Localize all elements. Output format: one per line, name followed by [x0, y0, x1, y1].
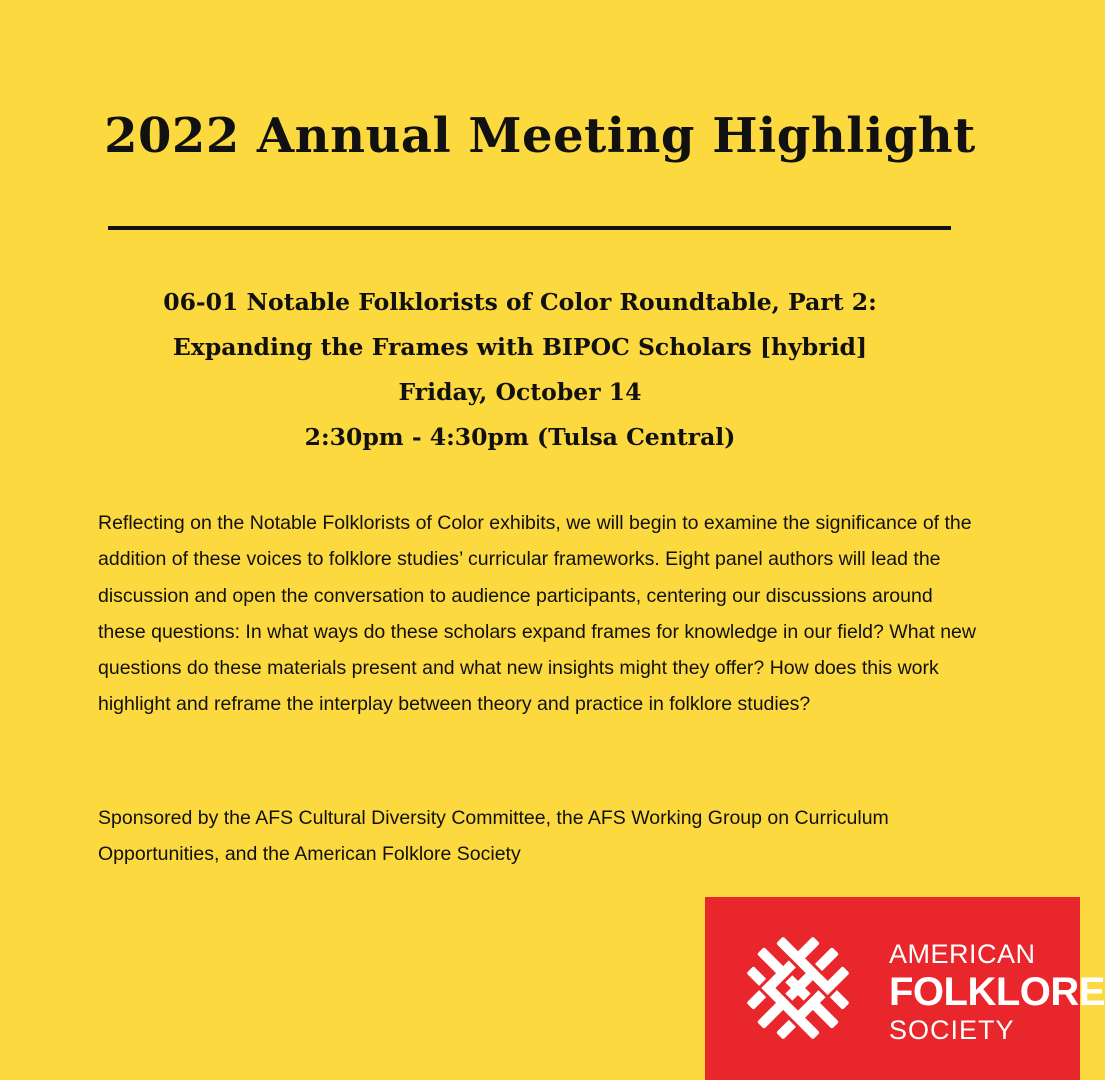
logo-wordmark: [889, 937, 1105, 1047]
woven-lattice-icon: [737, 927, 859, 1049]
logo-line-american: AMERICAN: [889, 939, 1036, 969]
session-time-location: 2:30pm - 4:30pm (Tulsa Central): [304, 423, 736, 451]
session-description: Reflecting on the Notable Folklorists of Color exhibits, we will begin to examine the significance of the addition of these voices to folklore studies’ curricular frameworks. Eight panel authors will lead the discussion and open the conversation to audience participants, centering our discussions around these questions: In what ways do these scholars expand frames for knowledge in our field? What new questions do these materials present and what new insights might they offer? How does this work highlight and reframe the interplay between theory and practice in folklore studies?: [98, 512, 976, 716]
session-title-line-1: 06-01 Notable Folklorists of Color Roundtable, Part 2:: [163, 288, 877, 316]
sponsor-statement: Sponsored by the AFS Cultural Diversity Committee, the AFS Working Group on Curriculum Opportunities, and the American Folklore Society: [98, 807, 889, 866]
session-title-line-2: Expanding the Frames with BIPOC Scholars [hybrid]: [172, 333, 868, 361]
afs-logo: [705, 897, 1105, 1080]
title-divider: [108, 226, 951, 230]
session-info: [0, 280, 1040, 460]
page-title: 2022 Annual Meeting Highlight: [104, 108, 976, 164]
logo-line-society: SOCIETY: [889, 1015, 1015, 1045]
logo-line-folklore: FOLKLORE: [889, 970, 1105, 1014]
session-date: Friday, October 14: [398, 378, 642, 406]
